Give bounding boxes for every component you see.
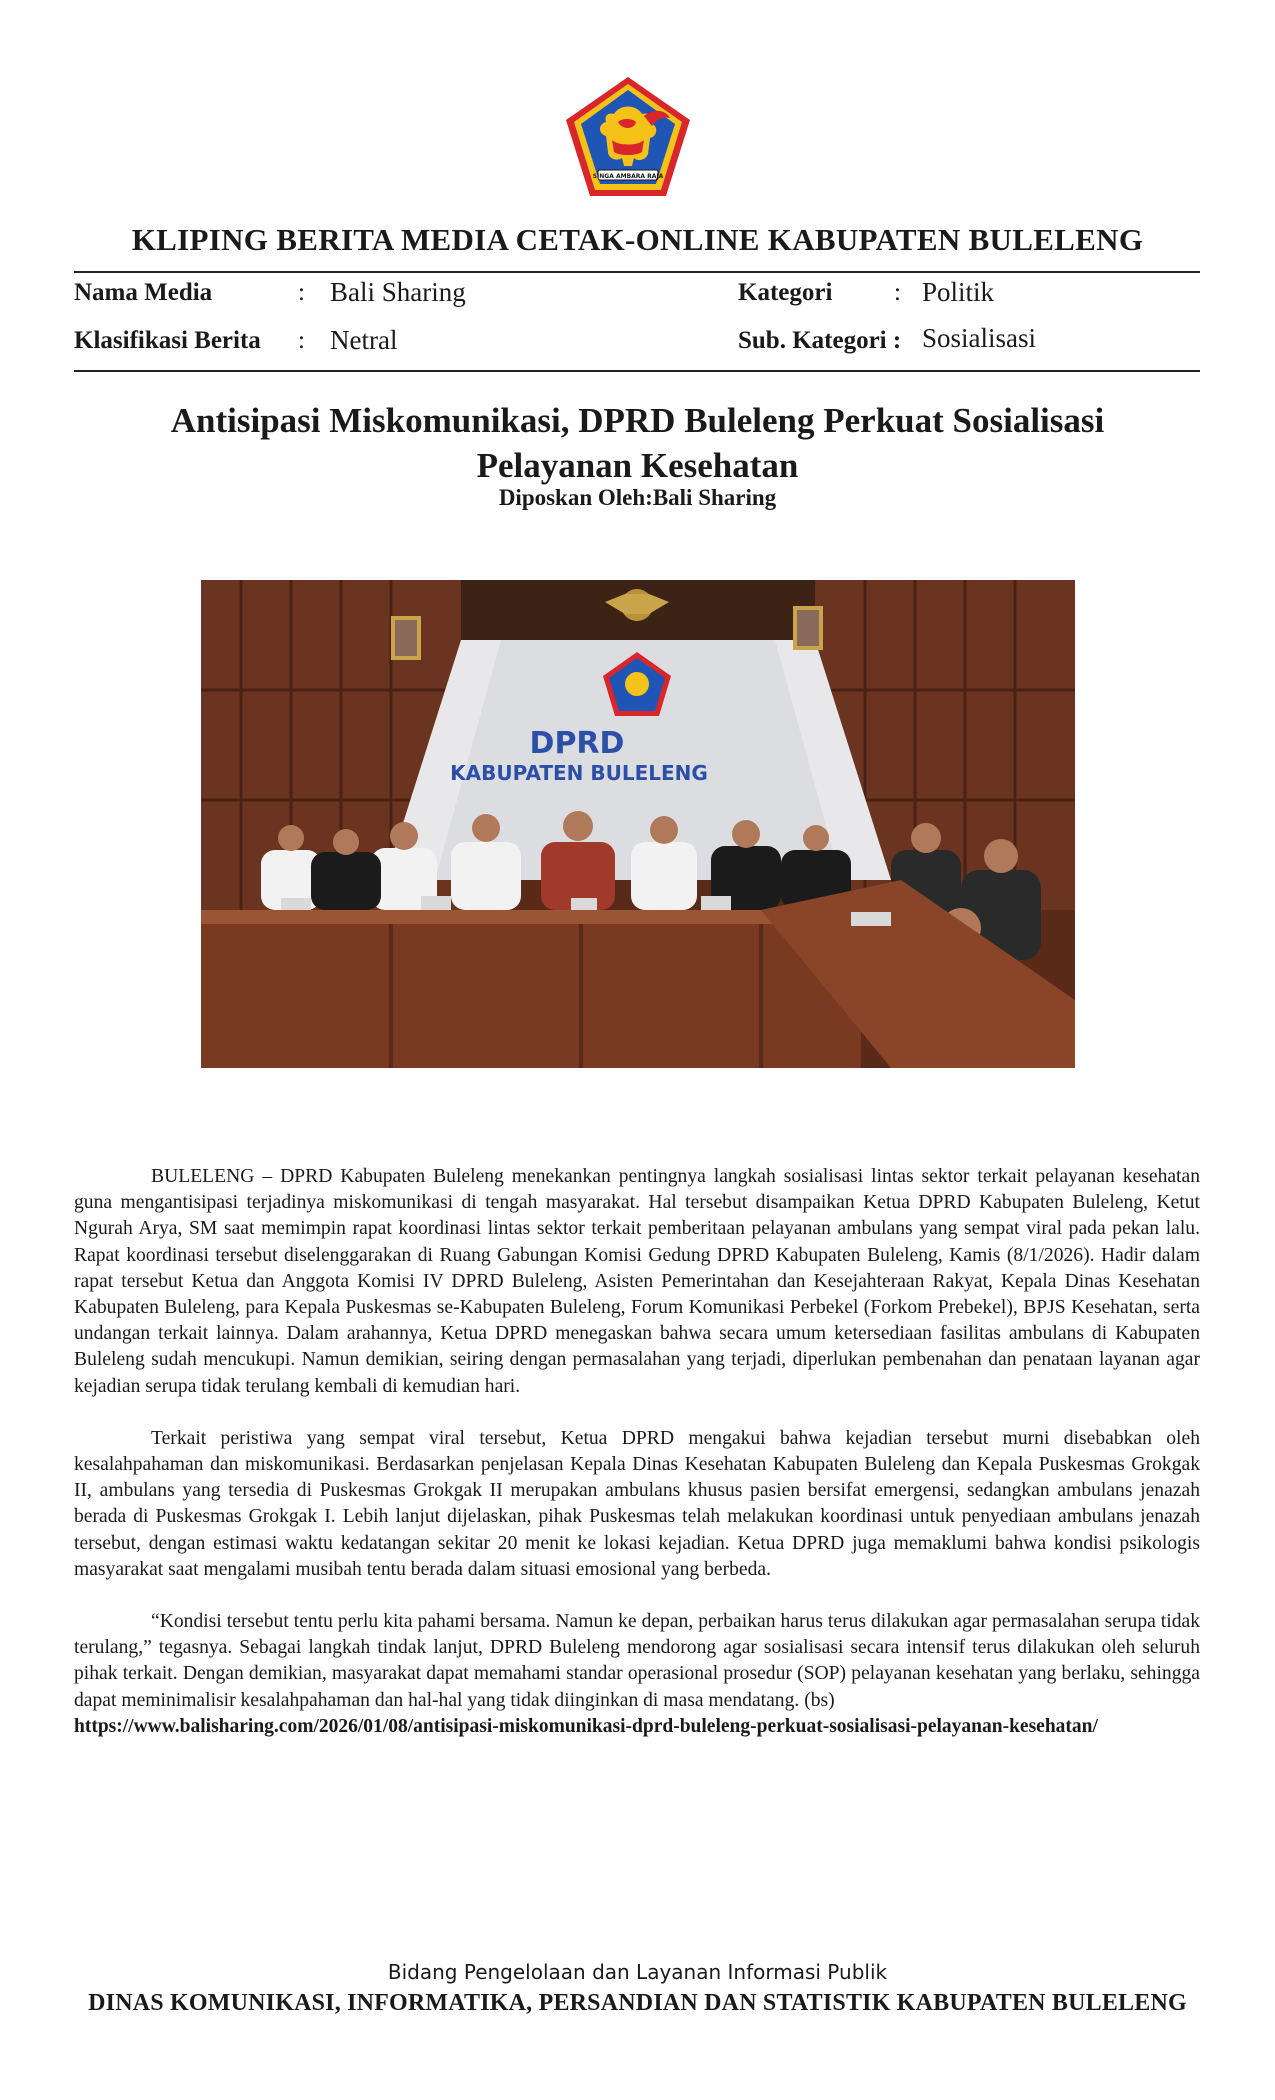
sub-kategori-label: Sub. Kategori : <box>738 327 902 354</box>
klasifikasi-label: Klasifikasi Berita <box>74 327 261 354</box>
article-paragraph-3: “Kondisi tersebut tentu perlu kita pahami bersama. Namun ke depan, perbaikan harus terus dilakukan agar permasalahan serupa tidak terulang,” tegasnya. Sebagai langkah tindak lanjut, DPRD Buleleng mendorong agar sosialisasi secara intensif terus dilakukan oleh seluruh pihak terkait. Dengan demikian, masyarakat dapat memahami standar operasional prosedur (SOP) pelayanan kesehatan yang berlaku, sehingga dapat meminimalisir kesalahpahaman dan hal-hal yang tidak diinginkan di masa mendatang. (bs) <box>74 1611 1200 1711</box>
footer-department: Bidang Pengelolaan dan Layanan Informasi Publik <box>387 1960 888 1984</box>
article-paragraph-2: Terkait peristiwa yang sempat viral tersebut, Ketua DPRD mengakui bahwa kejadian tersebut murni disebabkan oleh kesalahpahaman dan miskomunikasi. Berdasarkan penjelasan Kepala Dinas Kesehatan Kabupaten Buleleng dan Kepala Puskesmas Grokgak II, ambulans yang tersedia di Puskesmas Grokgak II merupakan ambulans khusus pasien bersifat emergensi, sedangkan ambulans jenazah berada di Puskesmas Grokgak I. Lebih lanjut dijelaskan, pihak Puskesmas telah melakukan koordinasi untuk penyediaan ambulans jenazah tersebut, dengan estimasi waktu kedatangan sekitar 20 menit ke lokasi kejadian. Ketua DPRD juga memaklumi bahwa kondisi psikologis masyarakat saat mengalami musibah tentu berada dalam situasi emosional yang berbeda. <box>74 1427 1200 1580</box>
nama-media-value: Bali Sharing <box>330 277 466 307</box>
article-byline: Diposkan Oleh:Bali Sharing <box>498 485 777 510</box>
sub-kategori-value: Sosialisasi <box>922 323 1037 353</box>
buleleng-logo <box>562 74 694 200</box>
klasifikasi-value: Netral <box>330 325 398 355</box>
kategori-colon: : <box>894 279 901 306</box>
photo-sign-line1: DPRD <box>529 726 625 761</box>
article-photo <box>201 580 1075 1068</box>
source-url[interactable]: https://www.balisharing.com/2026/01/08/antisipasi-miskomunikasi-dprd-buleleng-perkuat-sosialisasi-pelayanan-kesehatan/ <box>74 1716 1098 1737</box>
header-divider-top <box>74 271 1200 273</box>
klasifikasi-colon: : <box>298 327 305 354</box>
photo-sign-line2: KABUPATEN BULELENG <box>450 761 708 785</box>
article-title <box>0 398 1275 488</box>
nama-media-colon: : <box>298 279 305 306</box>
logo-caption: SINGA AMBARA RAJA <box>592 173 664 180</box>
kategori-label: Kategori <box>738 279 833 306</box>
article-title-line1: Antisipasi Miskomunikasi, DPRD Buleleng Perkuat Sosialisasi <box>170 401 1105 440</box>
page-title: KLIPING BERITA MEDIA CETAK-ONLINE KABUPATEN BULELENG <box>131 222 1144 257</box>
nama-media-label: Nama Media <box>74 279 213 306</box>
header-divider-bottom <box>74 370 1200 372</box>
kategori-value: Politik <box>922 277 995 307</box>
footer-agency: DINAS KOMUNIKASI, INFORMATIKA, PERSANDIAN DAN STATISTIK KABUPATEN BULELENG <box>88 1990 1187 2016</box>
article-title-line2: Pelayanan Kesehatan <box>476 446 799 485</box>
article-body <box>74 1164 1200 1740</box>
article-paragraph-1: BULELENG – DPRD Kabupaten Buleleng menekankan pentingnya langkah sosialisasi lintas sektor terkait pelayanan kesehatan guna mengantisipasi terjadinya miskomunikasi di tengah masyarakat. Hal tersebut disampaikan Ketua DPRD Kabupaten Buleleng, Ketut Ngurah Arya, SM saat memimpin rapat koordinasi lintas sektor terkait pemberitaan pelayanan ambulans yang sempat viral pada pekan lalu. Rapat koordinasi tersebut diselenggarakan di Ruang Gabungan Komisi Gedung DPRD Kabupaten Buleleng, Kamis (8/1/2026). Hadir dalam rapat tersebut Ketua dan Anggota Komisi IV DPRD Buleleng, Asisten Pemerintahan dan Kesejahteraan Rakyat, Kepala Dinas Kesehatan Kabupaten Buleleng, para Kepala Puskesmas se-Kabupaten Buleleng, Forum Komunikasi Perbekel (Forkom Prebekel), BPJS Kesehatan, serta undangan terkait lainnya. Dalam arahannya, Ketua DPRD menegaskan bahwa secara umum ketersediaan fasilitas ambulans di Kabupaten Buleleng sudah mencukupi. Namun demikian, seiring dengan permasalahan yang terjadi, diperlukan pembenahan dan penataan layanan agar kejadian serupa tidak terulang kembali di kemudian hari. <box>74 1166 1200 1397</box>
